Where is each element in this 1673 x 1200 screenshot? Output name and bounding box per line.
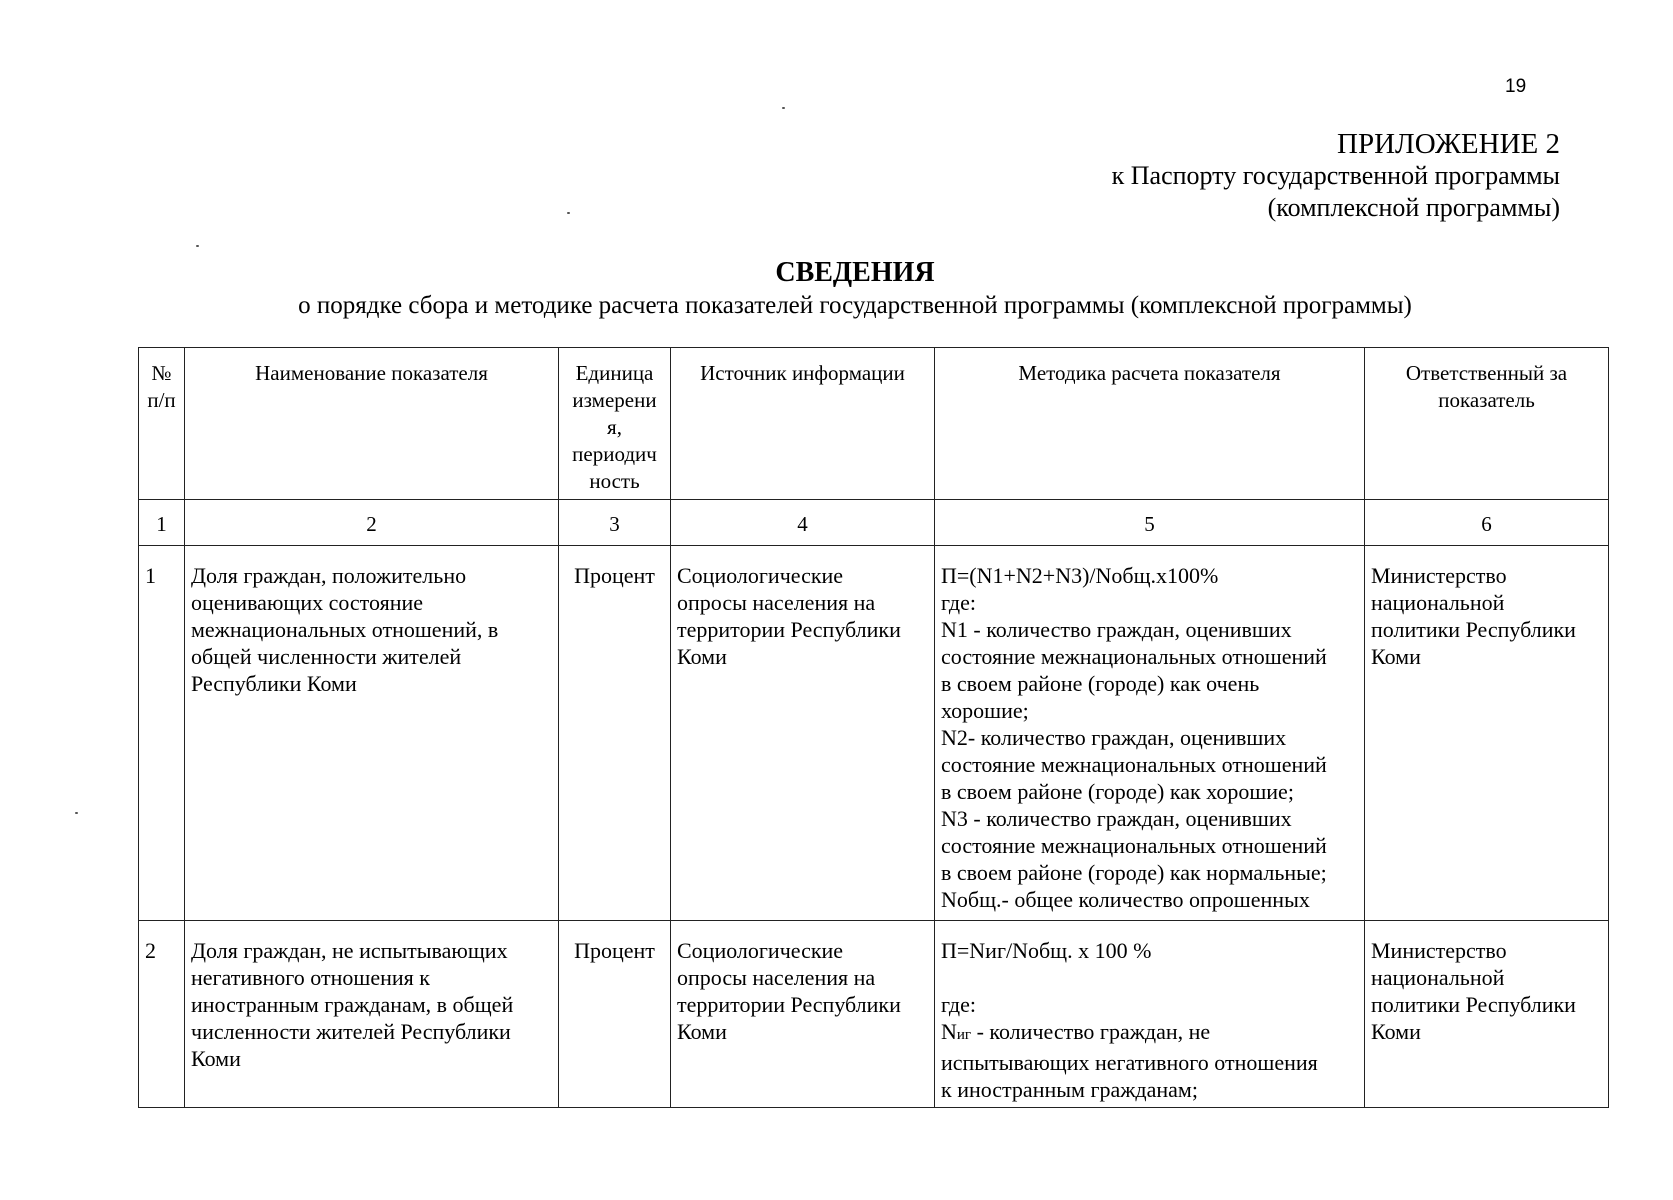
indicators-table bbox=[138, 347, 1609, 1108]
column-number: 4 bbox=[671, 500, 935, 546]
source-line: Социологические bbox=[677, 563, 844, 588]
responsible-line: Коми bbox=[1371, 1019, 1421, 1044]
method-line: где: bbox=[941, 992, 976, 1017]
header-text: Ответственный за bbox=[1405, 361, 1568, 385]
column-number-row bbox=[139, 500, 1609, 546]
source-line: территории Республики bbox=[677, 992, 901, 1017]
document-title: СВЕДЕНИЯ bbox=[775, 257, 935, 288]
appendix-block bbox=[1112, 128, 1560, 224]
header-cell-num bbox=[139, 348, 185, 500]
calculation-method bbox=[935, 921, 1365, 1108]
header-text: № bbox=[151, 361, 172, 385]
information-source bbox=[671, 921, 935, 1108]
indicator-name-line: общей численности жителей bbox=[191, 644, 462, 669]
source-line: Коми bbox=[677, 644, 727, 669]
column-number: 6 bbox=[1365, 500, 1609, 546]
indicator-name-line: оценивающих состояние bbox=[191, 590, 424, 615]
unit-of-measure: Процент bbox=[559, 546, 671, 921]
method-line: состояние межнациональных отношений bbox=[941, 644, 1327, 669]
method-line: N3 - количество граждан, оценивших bbox=[941, 806, 1292, 831]
table-header-row bbox=[139, 348, 1609, 500]
responsible-body bbox=[1365, 546, 1609, 921]
indicator-name-line: межнациональных отношений, в bbox=[191, 617, 499, 642]
indicator-name bbox=[185, 546, 559, 921]
scan-speck bbox=[782, 107, 785, 109]
appendix-title: ПРИЛОЖЕНИЕ 2 bbox=[1337, 128, 1560, 160]
table-row bbox=[139, 921, 1609, 1108]
header-text: п/п bbox=[147, 388, 176, 412]
header-text: я, bbox=[607, 415, 622, 439]
responsible-line: национальной bbox=[1371, 590, 1505, 615]
indicator-name-line: иностранным гражданам, в общей bbox=[191, 992, 514, 1017]
header-text: Источник информации bbox=[700, 361, 905, 385]
responsible-line: национальной bbox=[1371, 965, 1505, 990]
indicator-name-line: Коми bbox=[191, 1046, 241, 1071]
variable-subscript: иг bbox=[956, 1027, 972, 1043]
variable-description: - количество граждан, не bbox=[971, 1019, 1211, 1044]
responsible-body bbox=[1365, 921, 1609, 1108]
row-number: 1 bbox=[139, 546, 185, 921]
responsible-line: политики Республики bbox=[1371, 992, 1576, 1017]
calculation-method bbox=[935, 546, 1365, 921]
method-formula: П=Nиг/Nобщ. х 100 % bbox=[941, 938, 1152, 963]
indicator-name bbox=[185, 921, 559, 1108]
header-text: показатель bbox=[1438, 388, 1535, 412]
responsible-line: политики Республики bbox=[1371, 617, 1576, 642]
method-spacer bbox=[941, 964, 1358, 991]
appendix-line: к Паспорту государственной программы bbox=[1111, 161, 1560, 190]
responsible-line: Коми bbox=[1371, 644, 1421, 669]
column-number: 1 bbox=[139, 500, 185, 546]
indicator-name-line: Республики Коми bbox=[191, 671, 357, 696]
source-line: опросы населения на bbox=[677, 590, 876, 615]
header-cell-source bbox=[671, 348, 935, 500]
method-line: в своем районе (городе) как нормальные; bbox=[941, 860, 1327, 885]
indicator-name-line: Доля граждан, не испытывающих bbox=[191, 938, 508, 963]
responsible-line: Министерство bbox=[1371, 563, 1507, 588]
method-line: к иностранным гражданам; bbox=[941, 1077, 1198, 1102]
indicator-name-line: численности жителей Республики bbox=[191, 1019, 511, 1044]
header-text: измерени bbox=[572, 388, 657, 412]
method-line: состояние межнациональных отношений bbox=[941, 752, 1327, 777]
method-line: в своем районе (городе) как хорошие; bbox=[941, 779, 1294, 804]
method-line: N1 - количество граждан, оценивших bbox=[941, 617, 1292, 642]
scan-speck bbox=[75, 812, 78, 814]
header-text: Наименование показателя bbox=[255, 361, 488, 385]
method-line: где: bbox=[941, 590, 976, 615]
method-line bbox=[941, 1018, 1358, 1049]
column-number: 2 bbox=[185, 500, 559, 546]
header-cell-method bbox=[935, 348, 1365, 500]
column-number: 5 bbox=[935, 500, 1365, 546]
appendix-line: (комплексной программы) bbox=[1267, 193, 1560, 222]
document-heading bbox=[0, 256, 1673, 322]
information-source bbox=[671, 546, 935, 921]
indicator-name-line: негативного отношения к bbox=[191, 965, 430, 990]
source-line: территории Республики bbox=[677, 617, 901, 642]
source-line: Коми bbox=[677, 1019, 727, 1044]
method-line: состояние межнациональных отношений bbox=[941, 833, 1327, 858]
method-line: П=(N1+N2+N3)/Nобщ.х100% bbox=[941, 563, 1219, 588]
scan-speck bbox=[567, 212, 570, 214]
method-line: в своем районе (городе) как очень bbox=[941, 671, 1260, 696]
method-line: хорошие; bbox=[941, 698, 1029, 723]
header-text: ность bbox=[589, 469, 640, 493]
responsible-line: Министерство bbox=[1371, 938, 1507, 963]
column-number: 3 bbox=[559, 500, 671, 546]
header-cell-unit bbox=[559, 348, 671, 500]
source-line: опросы населения на bbox=[677, 965, 876, 990]
scan-speck bbox=[196, 245, 199, 247]
table-row bbox=[139, 546, 1609, 921]
header-text: периодич bbox=[572, 442, 657, 466]
document-subtitle: о порядке сбора и методике расчета показателей государственной программы (комплексной программы) bbox=[298, 292, 1412, 319]
header-text: Методика расчета показателя bbox=[1018, 361, 1281, 385]
variable-symbol: N bbox=[941, 1019, 957, 1044]
source-line: Социологические bbox=[677, 938, 844, 963]
method-line: Nобщ.- общее количество опрошенных bbox=[941, 887, 1310, 912]
row-number: 2 bbox=[139, 921, 185, 1108]
page-number: 19 bbox=[1505, 76, 1527, 97]
method-line: N2- количество граждан, оценивших bbox=[941, 725, 1287, 750]
method-line: испытывающих негативного отношения bbox=[941, 1050, 1318, 1075]
header-cell-name bbox=[185, 348, 559, 500]
header-cell-responsible bbox=[1365, 348, 1609, 500]
indicator-name-line: Доля граждан, положительно bbox=[191, 563, 467, 588]
unit-of-measure: Процент bbox=[559, 921, 671, 1108]
header-text: Единица bbox=[575, 361, 654, 385]
